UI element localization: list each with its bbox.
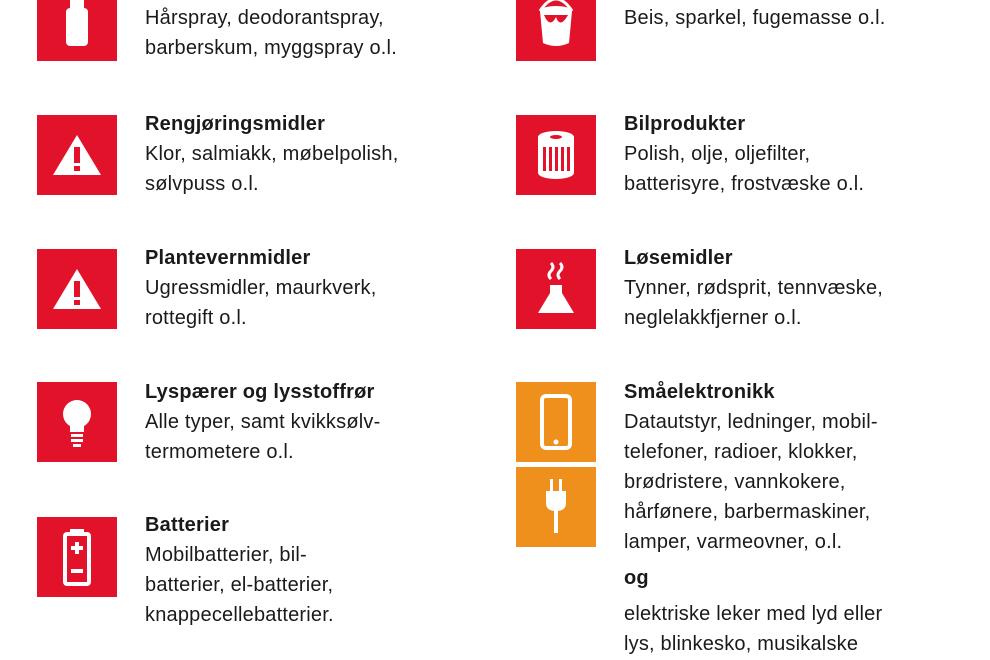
bulbs-line-2: termometere o.l. (145, 441, 294, 463)
paint-line-1: Beis, sparkel, fugemasse o.l. (624, 7, 886, 29)
cleaning-tile (37, 115, 117, 195)
batteries-line-1: Mobilbatterier, bil- (145, 544, 307, 566)
electronics-title: Småelektronikk (624, 381, 775, 403)
aerosols-line-1: Hårspray, deodorantspray, (145, 7, 384, 29)
warning-icon (37, 115, 117, 195)
electric-toys-line-1: elektriske leker med lyd eller (624, 603, 883, 625)
car-line-1: Polish, olje, oljefilter, (624, 143, 811, 165)
connector-og: og (624, 567, 649, 589)
light-bulb-icon (37, 382, 117, 462)
solvents-tile (516, 249, 596, 329)
cleaning-line-2: sølvpuss o.l. (145, 173, 259, 195)
batteries-tile (37, 517, 117, 597)
spray-can-icon (37, 0, 117, 61)
bulbs-line-1: Alle typer, samt kvikksølv- (145, 411, 381, 433)
paint-bucket-icon (516, 0, 596, 61)
car-tile (516, 115, 596, 195)
bulbs-title: Lyspærer og lysstoffrør (145, 381, 375, 403)
electronics-phone-tile (516, 382, 596, 462)
battery-icon (37, 517, 117, 597)
electric-toys-line-2: lys, blinkesko, musikalske (624, 633, 859, 655)
car-title: Bilprodukter (624, 113, 746, 135)
batteries-line-3: knappecellebatterier. (145, 604, 334, 626)
electronics-line-5: lamper, varmeovner, o.l. (624, 531, 843, 553)
solvents-title: Løsemidler (624, 247, 733, 269)
electronics-line-3: brødristere, vannkokere, (624, 471, 846, 493)
power-plug-icon (516, 467, 596, 547)
pesticides-title: Plantevernmidler (145, 247, 311, 269)
pesticides-line-2: rottegift o.l. (145, 307, 247, 329)
solvents-line-1: Tynner, rødsprit, tennvæske, (624, 277, 884, 299)
cleaning-line-1: Klor, salmiakk, møbelpolish, (145, 143, 399, 165)
aerosols-line-2: barberskum, myggspray o.l. (145, 37, 397, 59)
electronics-line-1: Datautstyr, ledninger, mobil- (624, 411, 878, 433)
bulbs-tile (37, 382, 117, 462)
mobile-phone-icon (516, 382, 596, 462)
oil-filter-icon (516, 115, 596, 195)
aerosol-tile (37, 0, 117, 61)
paint-tile (516, 0, 596, 61)
electronics-line-2: telefoner, radioer, klokker, (624, 441, 858, 463)
pesticides-tile (37, 249, 117, 329)
batteries-title: Batterier (145, 514, 230, 536)
car-line-2: batterisyre, frostvæske o.l. (624, 173, 865, 195)
flask-icon (516, 249, 596, 329)
electronics-plug-tile (516, 467, 596, 547)
warning-icon (37, 249, 117, 329)
electronics-line-4: hårfønere, barbermaskiner, (624, 501, 871, 523)
solvents-line-2: neglelakkfjerner o.l. (624, 307, 802, 329)
batteries-line-2: batterier, el-batterier, (145, 574, 334, 596)
cleaning-title: Rengjøringsmidler (145, 113, 326, 135)
pesticides-line-1: Ugressmidler, maurkverk, (145, 277, 377, 299)
